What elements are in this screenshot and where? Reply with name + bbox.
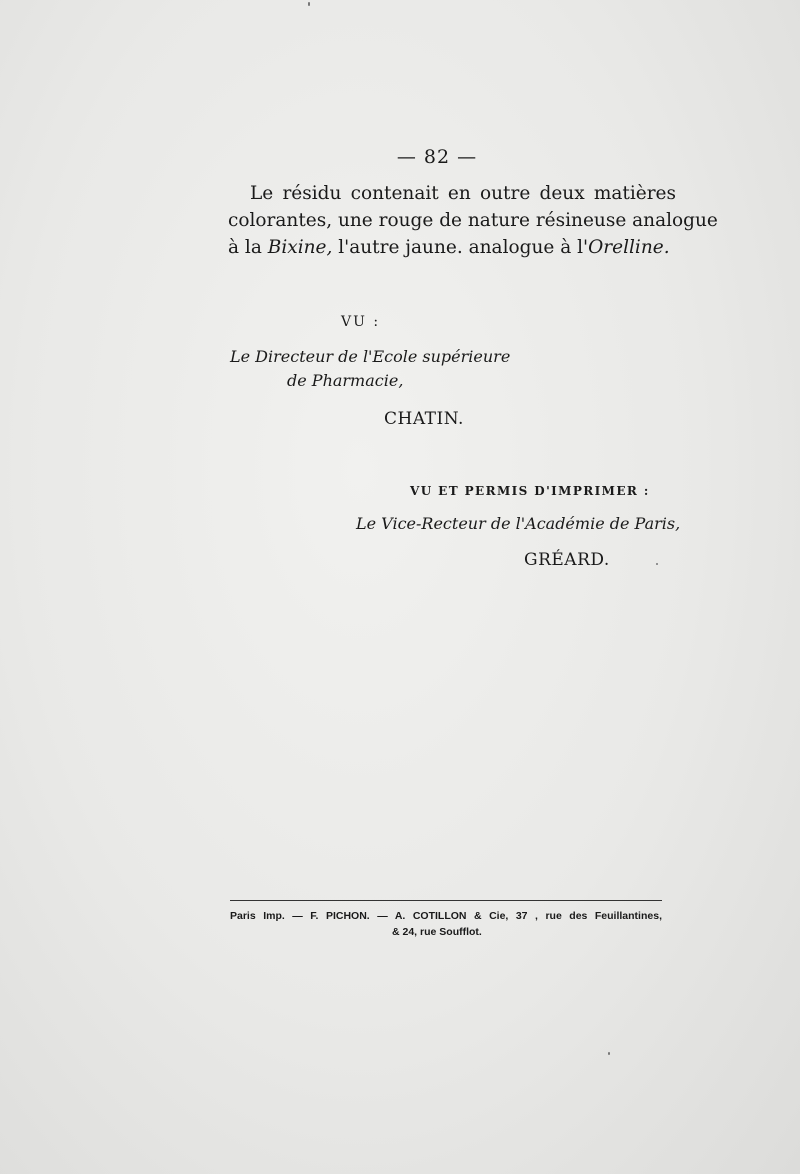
- imprint-rule: [230, 900, 662, 901]
- director-title: [230, 345, 510, 393]
- director-line-1: Le Directeur de l'Ecole supérieure: [230, 347, 511, 366]
- vu-heading: VU :: [341, 314, 381, 330]
- paragraph-line-2: colorantes, une rouge de nature résineuse analogue: [228, 210, 718, 231]
- paragraph-line-1: Le résidu contenait en outre deux matières: [250, 183, 676, 204]
- paragraph-line-3: [228, 234, 676, 261]
- signature-chatin: CHATIN.: [384, 409, 464, 429]
- imprint-line-2: & 24, rue Soufflot.: [392, 926, 482, 938]
- speck-mark: [608, 1052, 610, 1055]
- director-line-2: de Pharmacie,: [287, 371, 404, 390]
- bixine-term: Bixine,: [267, 237, 333, 258]
- speck-mark: [308, 2, 310, 6]
- orelline-term: Orelline.: [588, 237, 670, 258]
- body-paragraph: [228, 180, 718, 261]
- paragraph-line-3-prefix: à la: [228, 237, 268, 258]
- vice-recteur-title: Le Vice-Recteur de l'Académie de Paris,: [356, 514, 681, 533]
- permis-heading: VU ET PERMIS D'IMPRIMER :: [410, 484, 650, 498]
- paragraph-line-3-middle: l'autre jaune. analogue à l': [332, 237, 589, 258]
- imprint-line-1: Paris Imp. — F. PICHON. — A. COTILLON & Cie, 37 , rue des Feuillantines,: [230, 910, 662, 922]
- printer-imprint: [230, 908, 662, 940]
- signature-greard: GRÉARD.: [524, 550, 610, 570]
- page-number: — 82 —: [396, 146, 478, 168]
- speck-mark: [656, 563, 658, 565]
